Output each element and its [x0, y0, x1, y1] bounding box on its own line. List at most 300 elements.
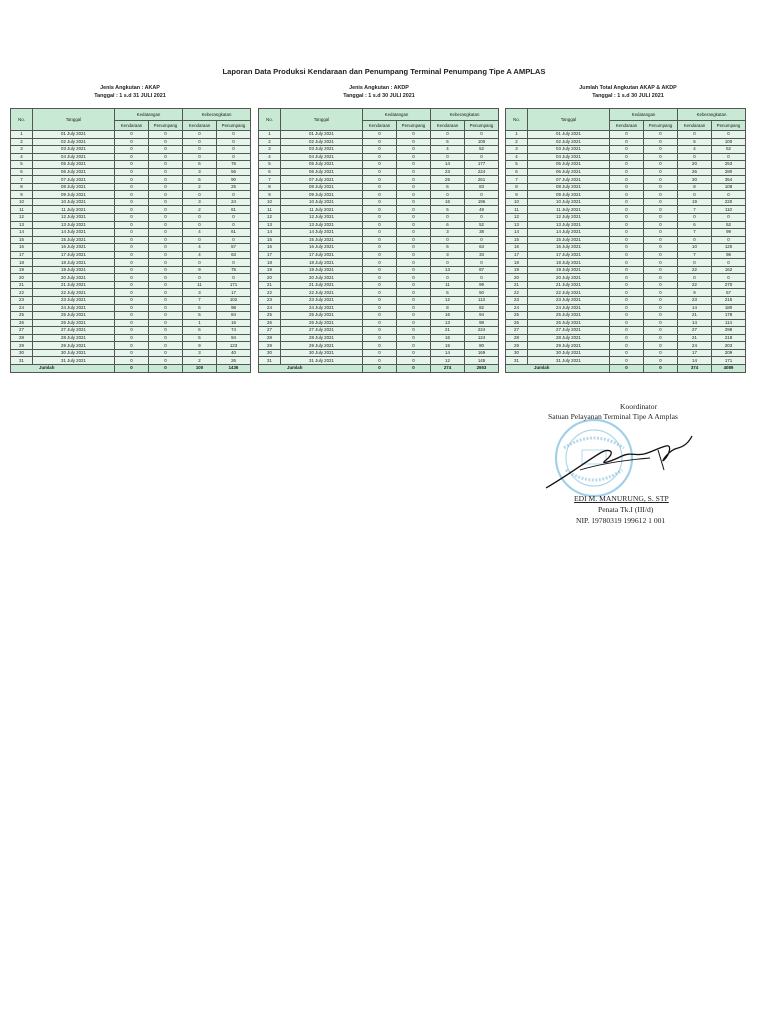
table-row: [506, 236, 746, 244]
table-cell: 3: [506, 146, 528, 154]
table-cell: 3: [183, 289, 217, 297]
table-cell: 0: [363, 168, 397, 176]
table-cell: 17: [506, 251, 528, 259]
table-cell: 4: [183, 229, 217, 237]
table-cell: 0: [644, 176, 678, 184]
table-cell: 0: [149, 259, 183, 267]
table-cell: 24 July 2021: [528, 304, 610, 312]
table-cell: 02 July 2021: [281, 138, 363, 146]
table-row: [259, 297, 499, 305]
table-cell: 0: [678, 131, 712, 139]
table-cell: 16: [259, 244, 281, 252]
table-cell: 10 July 2021: [528, 198, 610, 206]
table-cell: 0: [149, 236, 183, 244]
signature-role: Koordinator: [620, 402, 658, 411]
table-cell: 0: [363, 183, 397, 191]
table-cell: 0: [610, 146, 644, 154]
table-cell: 0: [397, 244, 431, 252]
table-cell: 0: [397, 281, 431, 289]
table-cell: 17: [259, 251, 281, 259]
table-cell: 56: [217, 168, 251, 176]
table-cell: 4: [431, 146, 465, 154]
table-cell: 30 July 2021: [528, 349, 610, 357]
table-cell: 0: [115, 327, 149, 335]
table-cell: 0: [431, 214, 465, 222]
table-cell: 15 July 2021: [528, 236, 610, 244]
table-cell: 196: [465, 198, 499, 206]
table-cell: 0: [644, 357, 678, 365]
table-cell: 82: [465, 304, 499, 312]
table-cell: 11: [506, 206, 528, 214]
total-cell: 274: [431, 364, 465, 372]
table-cell: 0: [397, 206, 431, 214]
table-cell: 30: [506, 349, 528, 357]
table-cell: 0: [712, 153, 746, 161]
table-cell: 0: [397, 304, 431, 312]
table-cell: 07 July 2021: [33, 176, 115, 184]
table-cell: 0: [465, 274, 499, 282]
table-cell: 0: [678, 274, 712, 282]
table-cell: 3: [259, 146, 281, 154]
table-cell: 0: [678, 236, 712, 244]
table-cell: 2: [183, 206, 217, 214]
table-row: [506, 304, 746, 312]
table-cell: 0: [149, 357, 183, 365]
table-cell: 31: [259, 357, 281, 365]
table-cell: 7: [678, 229, 712, 237]
table-row: [506, 297, 746, 305]
table-cell: 61: [217, 229, 251, 237]
table-cell: 0: [644, 153, 678, 161]
table-cell: 0: [644, 259, 678, 267]
table-cell: 0: [397, 138, 431, 146]
table-cell: 5: [678, 138, 712, 146]
table-cell: 124: [465, 334, 499, 342]
table-cell: 0: [115, 221, 149, 229]
table-cell: 0: [397, 342, 431, 350]
table-cell: 24: [259, 304, 281, 312]
table-cell: 26 July 2021: [33, 319, 115, 327]
table-cell: 0: [149, 206, 183, 214]
table-cell: 0: [363, 131, 397, 139]
table-row: [506, 244, 746, 252]
table-cell: 102: [217, 297, 251, 305]
table-cell: 23: [259, 297, 281, 305]
table-cell: 27: [11, 327, 33, 335]
table-cell: 9: [183, 342, 217, 350]
table-cell: 0: [431, 236, 465, 244]
table-cell: 21: [259, 281, 281, 289]
table-cell: 0: [363, 221, 397, 229]
table-cell: 20 July 2021: [281, 274, 363, 282]
table-cell: 0: [712, 274, 746, 282]
table-row: [506, 221, 746, 229]
table-cell: 0: [217, 153, 251, 161]
table-cell: 16 July 2021: [281, 244, 363, 252]
table-cell: 02 July 2021: [528, 138, 610, 146]
table-cell: 11: [431, 281, 465, 289]
table-cell: 5: [183, 176, 217, 184]
table-cell: 0: [115, 206, 149, 214]
table-cell: 28 July 2021: [528, 334, 610, 342]
table-row: [259, 229, 499, 237]
table-cell: 21 July 2021: [528, 281, 610, 289]
table-cell: 0: [644, 206, 678, 214]
table-cell: 0: [149, 319, 183, 327]
table-cell: 30 July 2021: [33, 349, 115, 357]
table-akap: [10, 108, 251, 373]
table-cell: 0: [183, 274, 217, 282]
table-cell: 224: [465, 327, 499, 335]
table-cell: 28 July 2021: [33, 334, 115, 342]
col-header-kedatangan: Kedatangan: [610, 109, 678, 121]
table-cell: 21: [431, 327, 465, 335]
table-cell: 26: [678, 168, 712, 176]
table-cell: 13 July 2021: [281, 221, 363, 229]
table-cell: 0: [149, 304, 183, 312]
table-row: [506, 214, 746, 222]
table-cell: 27: [678, 327, 712, 335]
table-cell: 31: [11, 357, 33, 365]
table-cell: 29 July 2021: [33, 342, 115, 350]
table-row: [259, 327, 499, 335]
table-cell: 12 July 2021: [281, 214, 363, 222]
total-label: Jumlah: [11, 364, 115, 372]
table-cell: 0: [610, 229, 644, 237]
table-cell: 2: [183, 357, 217, 365]
table-cell: 0: [712, 191, 746, 199]
col-header-no: No.: [259, 109, 281, 131]
jenis-angkutan: Jenis Angkutan : AKAP: [100, 85, 160, 91]
table-cell: 13: [506, 221, 528, 229]
table-cell: 23: [678, 297, 712, 305]
table-cell: 113: [465, 297, 499, 305]
table-cell: 15: [11, 236, 33, 244]
table-cell: 0: [397, 289, 431, 297]
table-cell: 0: [363, 229, 397, 237]
table-cell: 0: [644, 274, 678, 282]
table-cell: 0: [431, 131, 465, 139]
table-cell: 30 July 2021: [281, 349, 363, 357]
table-cell: 05 July 2021: [528, 161, 610, 169]
table-cell: 0: [363, 357, 397, 365]
table-cell: 01 July 2021: [281, 131, 363, 139]
table-cell: 14: [259, 229, 281, 237]
table-cell: 0: [363, 274, 397, 282]
table-cell: 16: [431, 334, 465, 342]
total-label: Jumlah: [259, 364, 363, 372]
table-cell: 0: [397, 229, 431, 237]
signature-nip: NIP. 19780319 199612 1 001: [576, 516, 666, 525]
total-row: [259, 364, 499, 372]
table-cell: 0: [610, 349, 644, 357]
table-cell: 12: [11, 214, 33, 222]
table-cell: 0: [115, 349, 149, 357]
table-row: [506, 146, 746, 154]
table-cell: 0: [678, 259, 712, 267]
table-cell: 63: [217, 251, 251, 259]
table-cell: 24: [217, 198, 251, 206]
table-cell: 0: [397, 251, 431, 259]
table-cell: 0: [363, 334, 397, 342]
table-cell: 99: [465, 281, 499, 289]
table-cell: 22: [506, 289, 528, 297]
table-row: [11, 281, 251, 289]
table-cell: 0: [115, 274, 149, 282]
table-cell: 15: [506, 236, 528, 244]
table-cell: 4: [183, 244, 217, 252]
table-cell: 25 July 2021: [281, 312, 363, 320]
table-cell: 0: [149, 168, 183, 176]
table-cell: 04 July 2021: [528, 153, 610, 161]
table-cell: 6: [431, 221, 465, 229]
table-cell: 23 July 2021: [33, 297, 115, 305]
col-header-penumpang: Penumpang: [465, 121, 499, 131]
table-row: [11, 198, 251, 206]
table-cell: 0: [363, 281, 397, 289]
table-cell: 180: [712, 304, 746, 312]
table-cell: 0: [115, 214, 149, 222]
table-cell: 0: [397, 334, 431, 342]
table-cell: 0: [115, 281, 149, 289]
table-cell: 0: [149, 214, 183, 222]
table-row: [259, 312, 499, 320]
table-cell: 17: [11, 251, 33, 259]
table-row: [259, 168, 499, 176]
table-cell: 3: [183, 168, 217, 176]
table-cell: 13 July 2021: [33, 221, 115, 229]
jenis-angkutan: Jenis Angkutan : AKDP: [349, 85, 409, 91]
table-cell: 0: [217, 221, 251, 229]
table-cell: 0: [610, 161, 644, 169]
total-cell: 374: [678, 364, 712, 372]
table-cell: 0: [610, 259, 644, 267]
table-cell: 18: [259, 259, 281, 267]
table-cell: 84: [217, 312, 251, 320]
table-cell: 9: [506, 191, 528, 199]
table-cell: 15: [431, 342, 465, 350]
table-cell: 25: [11, 312, 33, 320]
total-cell: 0: [149, 364, 183, 372]
table-cell: 14: [678, 304, 712, 312]
table-cell: 0: [217, 259, 251, 267]
table-cell: 0: [149, 176, 183, 184]
table-cell: 4: [259, 153, 281, 161]
table-row: [506, 183, 746, 191]
table-cell: 14: [506, 229, 528, 237]
table-cell: 01 July 2021: [33, 131, 115, 139]
table-cell: 0: [397, 191, 431, 199]
table-cell: 09 July 2021: [33, 191, 115, 199]
table-cell: 0: [397, 146, 431, 154]
table-cell: 0: [363, 191, 397, 199]
table-cell: 0: [363, 206, 397, 214]
table-cell: 0: [397, 259, 431, 267]
table-cell: 11: [259, 206, 281, 214]
table-cell: 94: [465, 312, 499, 320]
table-cell: 7: [678, 206, 712, 214]
table-cell: 5: [11, 161, 33, 169]
table-cell: 0: [149, 251, 183, 259]
table-row: [259, 236, 499, 244]
col-header-no: No.: [11, 109, 33, 131]
table-row: [506, 342, 746, 350]
table-cell: 0: [610, 312, 644, 320]
table-cell: 0: [644, 342, 678, 350]
table-cell: 0: [644, 183, 678, 191]
table-cell: 0: [397, 214, 431, 222]
table-cell: 0: [644, 251, 678, 259]
table-cell: 52: [712, 146, 746, 154]
table-cell: 0: [115, 176, 149, 184]
table-row: [11, 138, 251, 146]
table-cell: 13: [431, 319, 465, 327]
table-cell: 22 July 2021: [281, 289, 363, 297]
table-cell: 13: [11, 221, 33, 229]
table-cell: 6: [183, 304, 217, 312]
table-row: [259, 146, 499, 154]
table-cell: 298: [712, 327, 746, 335]
table-cell: 03 July 2021: [528, 146, 610, 154]
table-cell: 177: [465, 161, 499, 169]
table-cell: 215: [712, 297, 746, 305]
table-row: [11, 334, 251, 342]
table-cell: 04 July 2021: [33, 153, 115, 161]
table-cell: 0: [183, 146, 217, 154]
table-cell: 0: [431, 191, 465, 199]
table-cell: 0: [149, 342, 183, 350]
table-row: [506, 168, 746, 176]
subtitle-akdp: [254, 84, 504, 100]
table-row: [11, 183, 251, 191]
table-cell: 25: [431, 176, 465, 184]
table-cell: 12: [259, 214, 281, 222]
table-cell: 0: [363, 236, 397, 244]
table-cell: 0: [115, 168, 149, 176]
table-row: [259, 221, 499, 229]
table-cell: 29: [259, 342, 281, 350]
table-cell: 29 July 2021: [281, 342, 363, 350]
table-cell: 27 July 2021: [528, 327, 610, 335]
table-cell: 13: [259, 221, 281, 229]
table-cell: 6: [431, 244, 465, 252]
table-cell: 0: [217, 214, 251, 222]
table-cell: 14 July 2021: [281, 229, 363, 237]
table-cell: 0: [149, 281, 183, 289]
table-cell: 57: [217, 244, 251, 252]
total-label: Jumlah: [506, 364, 610, 372]
table-cell: 08 July 2021: [33, 183, 115, 191]
table-cell: 261: [465, 176, 499, 184]
table-cell: 30: [678, 176, 712, 184]
table-cell: 0: [149, 334, 183, 342]
table-cell: 21: [678, 312, 712, 320]
table-cell: 0: [397, 168, 431, 176]
table-cell: 0: [115, 289, 149, 297]
table-cell: 0: [115, 244, 149, 252]
table-cell: 0: [712, 131, 746, 139]
table-cell: 18 July 2021: [33, 259, 115, 267]
table-row: [11, 214, 251, 222]
table-cell: 7: [259, 176, 281, 184]
table-cell: 0: [149, 244, 183, 252]
table-cell: 30: [259, 349, 281, 357]
table-cell: 0: [183, 214, 217, 222]
table-cell: 25 July 2021: [528, 312, 610, 320]
table-cell: 12: [506, 214, 528, 222]
tanggal-range: Tanggal : 1 s.d 30 JULI 2021: [592, 93, 664, 99]
table-cell: 10 July 2021: [33, 198, 115, 206]
table-row: [11, 229, 251, 237]
table-cell: 23: [11, 297, 33, 305]
table-cell: 6: [183, 327, 217, 335]
table-cell: 0: [397, 349, 431, 357]
table-row: [506, 357, 746, 365]
signature-name: EDI M. MANURUNG, S. STP: [574, 494, 669, 503]
table-row: [259, 342, 499, 350]
table-row: [11, 221, 251, 229]
table-cell: 04 July 2021: [281, 153, 363, 161]
table-row: [11, 297, 251, 305]
table-cell: 108: [712, 183, 746, 191]
table-row: [11, 342, 251, 350]
table-cell: 12 July 2021: [33, 214, 115, 222]
table-row: [259, 206, 499, 214]
table-cell: 14 July 2021: [33, 229, 115, 237]
table-cell: 26: [259, 319, 281, 327]
table-cell: 0: [610, 176, 644, 184]
table-cell: 17: [217, 289, 251, 297]
table-cell: 18: [506, 259, 528, 267]
table-cell: 0: [610, 327, 644, 335]
table-cell: 1: [259, 131, 281, 139]
table-cell: 0: [610, 138, 644, 146]
table-cell: 1: [183, 319, 217, 327]
table-cell: 0: [363, 304, 397, 312]
table-cell: 3: [431, 251, 465, 259]
table-cell: 19: [259, 266, 281, 274]
table-cell: 4: [506, 153, 528, 161]
table-cell: 0: [363, 312, 397, 320]
table-cell: 0: [644, 334, 678, 342]
table-cell: 0: [431, 259, 465, 267]
table-cell: 6: [259, 168, 281, 176]
table-cell: 20: [259, 274, 281, 282]
table-cell: 24 July 2021: [33, 304, 115, 312]
table-cell: 24: [678, 342, 712, 350]
table-cell: 24: [11, 304, 33, 312]
signature-rank: Penata Tk.I (III/d): [598, 505, 654, 514]
table-row: [11, 357, 251, 365]
table-cell: 16: [506, 244, 528, 252]
table-cell: 0: [712, 236, 746, 244]
table-row: [259, 183, 499, 191]
table-cell: 20: [506, 274, 528, 282]
table-cell: 14: [678, 319, 712, 327]
table-cell: 28: [259, 334, 281, 342]
table-cell: 5: [431, 138, 465, 146]
col-header-tanggal: Tanggal: [33, 109, 115, 131]
table-cell: 12 July 2021: [528, 214, 610, 222]
table-cell: 98: [465, 319, 499, 327]
table-row: [506, 281, 746, 289]
col-header-kendaraan: Kendaraan: [183, 121, 217, 131]
table-cell: 20 July 2021: [528, 274, 610, 282]
table-cell: 67: [712, 289, 746, 297]
table-row: [506, 312, 746, 320]
table-cell: 8: [259, 183, 281, 191]
table-row: [506, 229, 746, 237]
